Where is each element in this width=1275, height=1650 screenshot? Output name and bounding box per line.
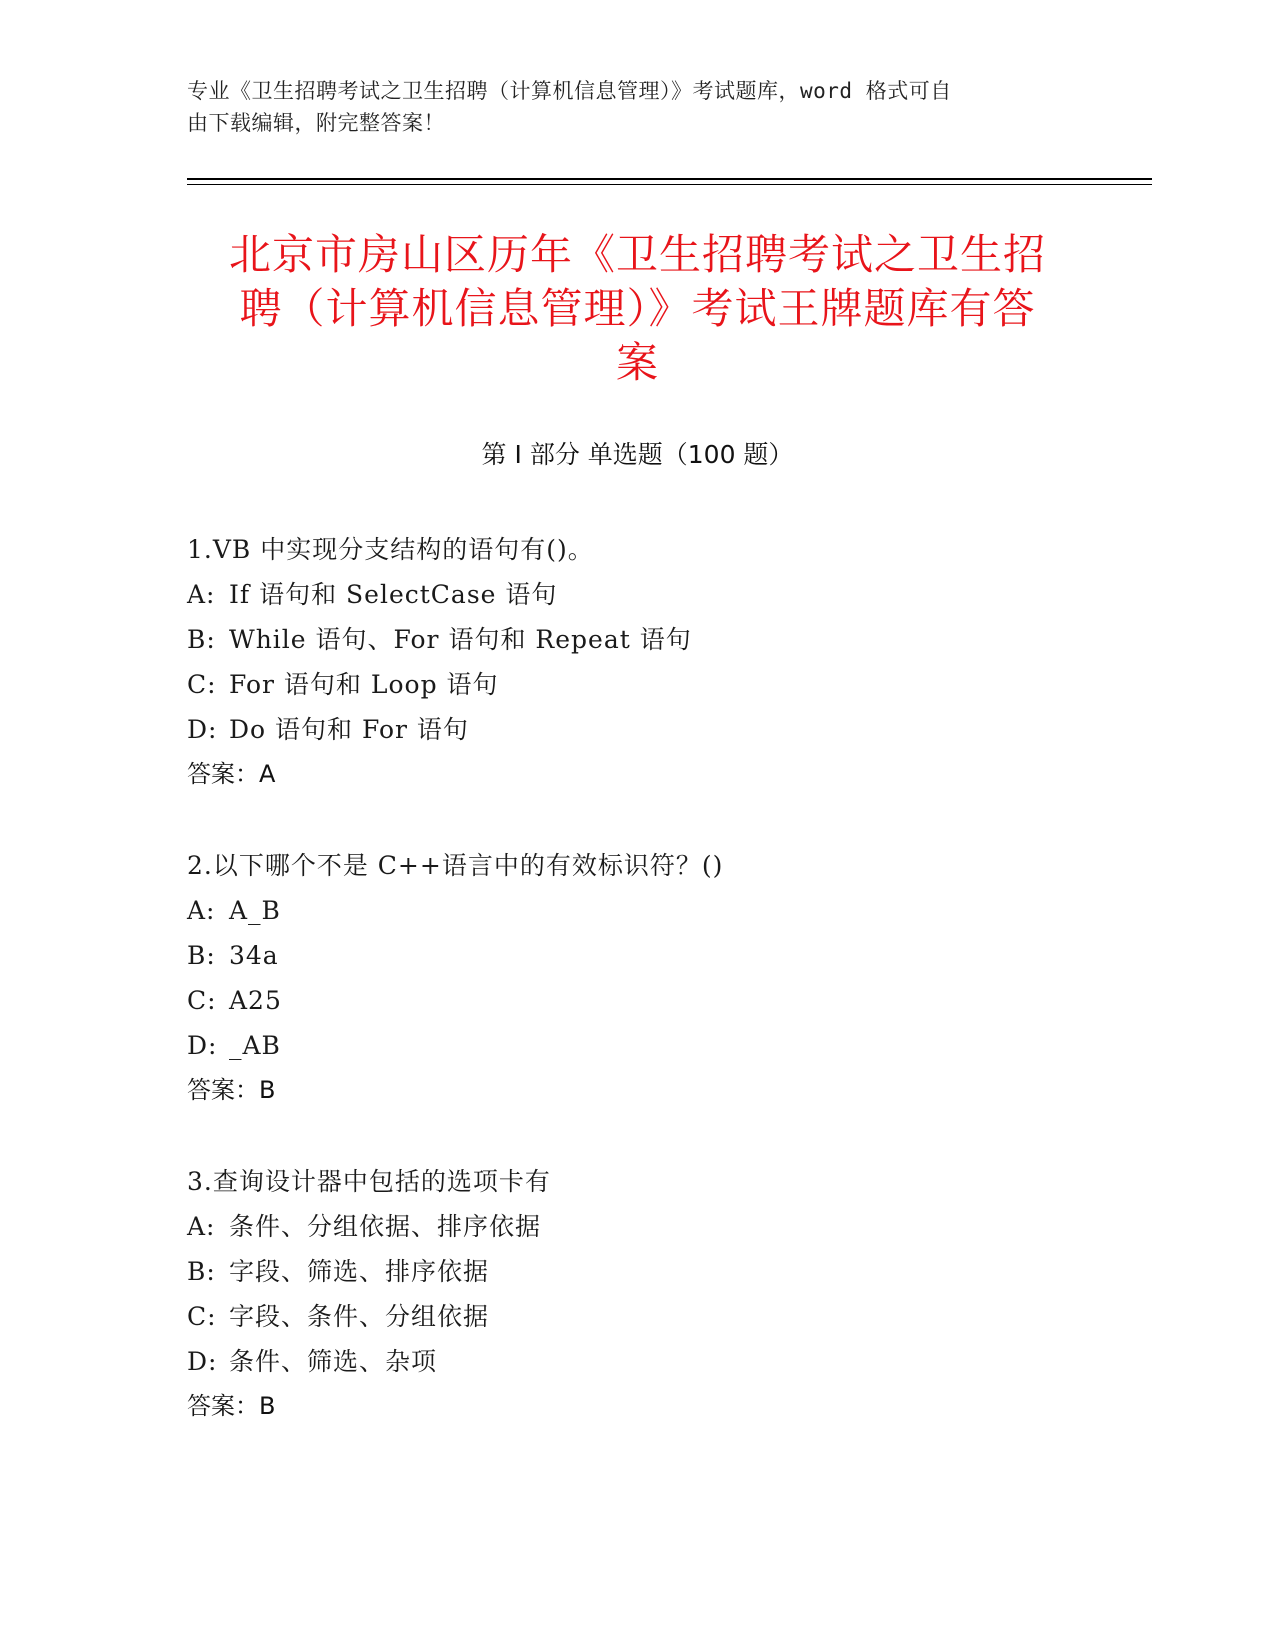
header-note [187,75,1087,139]
question-stem: 3.查询设计器中包括的选项卡有 [187,1167,551,1196]
option-letter: D: [187,1347,218,1376]
option-letter: A: [187,896,216,925]
answer-line: 答案：B [187,1076,276,1104]
option-d [187,1339,1107,1384]
option-b [187,933,1107,978]
option-text: 条件、筛选、杂项 [229,1347,438,1376]
title-line-2: 聘（计算机信息管理）》考试王牌题库有答 [239,284,1036,333]
option-c [187,1294,1107,1339]
option-letter: B: [187,625,216,654]
question-list [187,527,1107,1475]
option-c [187,978,1107,1023]
option-text: 字段、筛选、排序依据 [229,1257,490,1286]
document-title [160,228,1115,390]
option-letter: B: [187,941,216,970]
section-heading: 第 I 部分 单选题（100 题） [481,440,794,469]
option-b [187,1249,1107,1294]
option-a [187,888,1107,933]
option-a [187,572,1107,617]
option-text: A_B [229,896,281,925]
option-letter: B: [187,1257,216,1286]
question-stem: 2.以下哪个不是 C++语言中的有效标识符？() [187,851,724,880]
option-text: A25 [229,986,282,1015]
option-letter: D: [187,1031,218,1060]
question-1 [187,527,1107,797]
option-letter: A: [187,1212,216,1241]
option-letter: C: [187,986,217,1015]
option-text: Do 语句和 For 语句 [229,715,469,744]
option-letter: A: [187,580,216,609]
option-c [187,662,1107,707]
answer-line: 答案：A [187,760,276,788]
title-line-1: 北京市房山区历年《卫生招聘考试之卫生招 [228,230,1046,279]
option-letter: D: [187,715,218,744]
option-text: 条件、分组依据、排序依据 [229,1212,542,1241]
question-3 [187,1159,1107,1429]
header-divider-thick [187,178,1152,180]
header-note-line-2: 由下载编辑，附完整答案！ [187,111,445,135]
option-b [187,617,1107,662]
header-note-line-1: 专业《卫生招聘考试之卫生招聘（计算机信息管理）》考试题库，word 格式可自 [187,79,952,103]
header-divider-thin [187,184,1152,185]
option-text: 字段、条件、分组依据 [229,1302,490,1331]
option-text: _AB [229,1031,281,1060]
option-letter: C: [187,670,217,699]
question-stem: 1.VB 中实现分支结构的语句有()。 [187,535,594,564]
option-text: For 语句和 Loop 语句 [229,670,499,699]
question-2 [187,843,1107,1113]
option-letter: C: [187,1302,217,1331]
option-text: 34a [229,941,279,970]
option-a [187,1204,1107,1249]
title-line-3: 案 [615,338,659,387]
option-text: While 语句、For 语句和 Repeat 语句 [229,625,692,654]
option-d [187,707,1107,752]
answer-line: 答案：B [187,1392,276,1420]
option-text: If 语句和 SelectCase 语句 [229,580,558,609]
option-d [187,1023,1107,1068]
